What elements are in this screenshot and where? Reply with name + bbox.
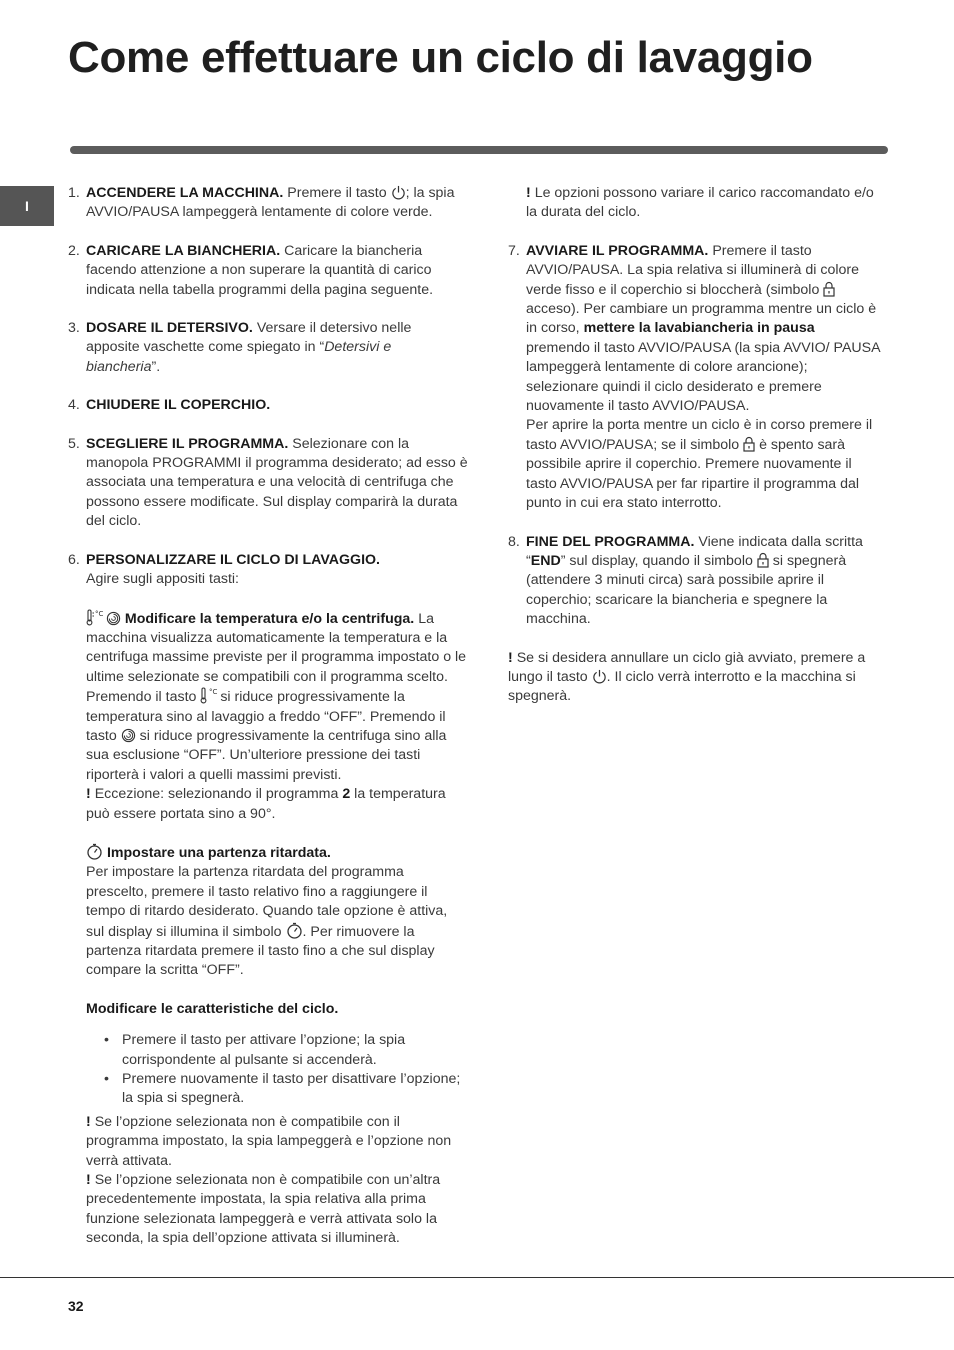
step-3 [68,319,468,377]
lock-icon [823,281,835,297]
section-reference: Detersivi e biancheria [86,339,392,375]
note-text: la temperatura può essere portata sino a 90°. [86,786,446,822]
step-6 [68,551,468,590]
step-text: Selezionare con la manopola PROGRAMMI il programma desiderato; ad esso è associata una temperatura e una velocità di centrifuga che possono essere modificate. Sul display comparirà la durata del ciclo. [86,435,468,530]
warning-mark: ! [508,649,513,666]
step-text: ” sul display, quando il simbolo [560,552,753,569]
step-text: Versare il detersivo nelle apposite vaschette come spiegato in “ [86,320,412,356]
sub-heading: Modificare le caratteristiche del ciclo. [86,1000,339,1017]
program-number: 2 [342,786,351,803]
options-note [526,184,880,223]
page-number: 32 [68,1298,84,1314]
spin-icon [121,728,136,743]
step-text: ”. [151,358,161,375]
power-icon [592,669,607,684]
delay-start-section [86,843,468,981]
stopwatch-icon [86,843,103,860]
note-text: Se si desidera annullare un ciclo già avviato, premere a lungo il tasto [508,649,866,685]
display-end-text: END [530,552,561,569]
title-divider [70,146,888,154]
paragraph-text: La macchina visualizza automaticamente la temperatura e la centrifuga massime previste per il programma impostato o le ultime selezionate se compatibili con il programma scelto. Premendo il tasto [86,610,467,706]
step-number: 8. [508,533,520,550]
step-text: acceso). Per cambiare un programma mentre un ciclo è in corso, [526,301,877,337]
step-title: FINE DEL PROGRAMMA. [526,533,695,550]
step-number: 3. [68,320,80,337]
step-8 [508,533,880,630]
step-text: Premere il tasto AVVIO/PAUSA. La spia relativa si illuminerà di colore verde fisso e il coperchio si bloccherà (simbolo [526,242,860,298]
step-text: Agire sugli appositi tasti: [86,571,239,588]
list-item: • Premere il tasto per attivare l’opzione; la spia corrispondente al pulsante si accenderà. [104,1031,468,1070]
temperature-spin-section [86,609,468,824]
left-column [68,184,468,1249]
step-title: DOSARE IL DETERSIVO. [86,320,253,337]
step-text: si spegnerà (attendere 3 minuti circa) sarà possibile aprire il coperchio; scaricare la biancheria e spegnere la macchina. [526,552,847,628]
step-2 [68,242,468,300]
right-column [508,184,880,707]
step-1 [68,184,468,223]
step-title: SCEGLIERE IL PROGRAMMA. [86,435,289,452]
options-list [104,1031,468,1109]
step-emphasis: mettere la lavabiancheria in pausa [583,320,815,337]
warning-mark: ! [86,1172,91,1189]
step-number: 2. [68,242,80,259]
svg-text:°C: °C [209,688,218,697]
step-title: AVVIARE IL PROGRAMMA. [526,242,709,259]
thermometer-icon [86,609,102,626]
step-text: Viene indicata dalla scritta “ [526,533,863,569]
note-text: . Il ciclo verrà interrotto e la macchina si spegnerà. [508,668,856,705]
lock-icon [743,436,755,452]
step-4 [68,396,468,415]
step-text: Premere il tasto [287,185,387,201]
spin-icon [106,611,121,626]
sub-heading: Modificare la temperatura e/o la centrifuga. [124,610,415,627]
sub-heading: Impostare una partenza ritardata. [106,844,331,861]
warning-mark: ! [86,1113,91,1130]
note-text: Eccezione: selezionando il programma [94,786,339,803]
step-number: 7. [508,242,520,259]
footer-divider [0,1277,954,1278]
paragraph-text: si riduce progressivamente la centrifuga sino alla sua esclusione “OFF”. Un’ulteriore pressione dei tasti riporterà i valori a quelli massimi previsti. [86,727,447,783]
language-tab: I [0,186,54,226]
step-5 [68,435,468,532]
page-title: Come effettuare un ciclo di lavaggio [68,33,813,82]
step-number: 1. [68,185,80,201]
paragraph-text: Per impostare la partenza ritardata del programma prescelto, premere il tasto relativo fino a raggiungere il tempo di ritardo desiderato. Quando tale opzione è attiva, sul display si illumina il simbolo [86,864,448,940]
step-text: ; la spia AVVIO/PAUSA lampeggerà lentamente di colore verde. [86,185,455,221]
cancel-note [508,649,880,707]
thermometer-icon [200,687,216,704]
modify-cycle-section [86,1000,468,1249]
step-text: è spento sarà possibile aprire il coperchio. Premere nuovamente il tasto AVVIO/PAUSA per far ripartire il programma dal punto in cui era stato interrotto. [526,436,860,512]
note-text: Le opzioni possono variare il carico raccomandato e/o la durata del ciclo. [526,185,874,221]
step-text: Per aprire la porta mentre un ciclo è in corso premere il tasto AVVIO/PAUSA; se il simbolo [526,417,873,453]
step-number: 6. [68,551,80,568]
step-number: 5. [68,435,80,452]
warning-note [86,1171,468,1249]
warning-note [86,1113,468,1171]
step-number: 4. [68,397,80,414]
stopwatch-icon [286,922,303,939]
step-title: CARICARE LA BIANCHERIA. [86,242,281,259]
note-text: Se l’opzione selezionata non è compatibile con il programma impostato, la spia lampeggerà e l’opzione non verrà attivata. [86,1113,452,1169]
paragraph-text: si riduce progressivamente la temperatura sino al lavaggio a freddo “OFF”. Premendo il tasto [86,689,446,744]
lock-icon [757,552,769,568]
step-title: ACCENDERE LA MACCHINA. [86,185,284,201]
note-text: Se l’opzione selezionata non è compatibile con un’altra precedentemente impostata, la spia relativa alla prima funzione selezionata lampeggerà e verrà attivata solo la seconda, la spia dell’opzione attivata si illuminerà. [86,1172,441,1247]
list-item: • Premere nuovamente il tasto per disattivare l’opzione; la spia si spegnerà. [104,1070,468,1109]
step-7 [508,242,880,514]
power-icon [391,185,406,200]
step-title: CHIUDERE IL COPERCHIO. [86,397,271,414]
warning-mark: ! [526,185,531,201]
svg-text:°C: °C [95,609,104,618]
step-text: Caricare la biancheria facendo attenzione a non superare la quantità di carico indicata nella tabella programmi della pagina seguente. [86,242,434,298]
paragraph-text: . Per rimuovere la partenza ritardata premere il tasto fino a che sul display compare la scritta “OFF”. [86,923,435,979]
warning-mark: ! [86,786,91,803]
step-title: PERSONALIZZARE IL CICLO DI LAVAGGIO. [86,551,381,568]
step-text: premendo il tasto AVVIO/PAUSA (la spia AVVIO/ PAUSA lampeggerà lentamente di colore arancione); selezionare quindi il ciclo desiderato e premere nuovamente il tasto AVVIO/PAUSA. [526,339,880,415]
